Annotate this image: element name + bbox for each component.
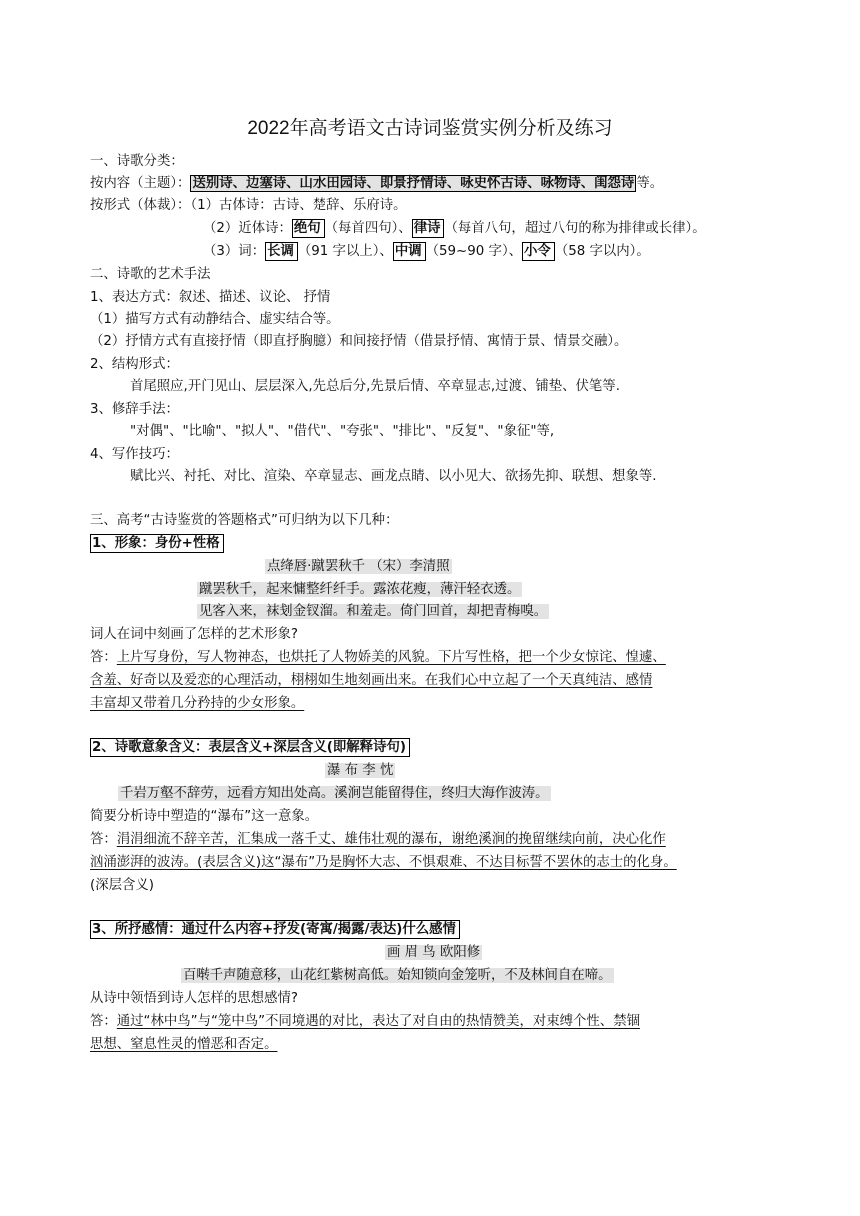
- part-3-label-box: 3、所抒感情：通过什么内容+抒发(寄寓/揭露/表达)什么感情: [90, 920, 460, 939]
- answer-1-line-2: [90, 671, 652, 690]
- form2-text-c: （每首八句，超过八句的称为排律或长律）。: [444, 221, 706, 236]
- poem-2-title-text: 瀑 布 李 忱: [327, 763, 394, 778]
- form3-text-d: （58 字以内）。: [554, 244, 650, 259]
- xiaoling-boxed: 小令: [522, 242, 555, 261]
- poem-2-line-1-text: 千岩万壑不辞劳，远看方知出处高。溪涧岂能留得住，终归大海作波涛。: [120, 786, 549, 801]
- technique-heading: 4、写作技巧：: [90, 447, 179, 462]
- rhetoric-text: "对偶"、"比喻"、"拟人"、"借代"、"夸张"、"排比"、"反复"、"象征"等,: [130, 424, 555, 439]
- answer-3-line-1: [90, 1012, 640, 1031]
- changdiao-boxed: 长调: [265, 242, 298, 261]
- jueju-boxed: 绝句: [292, 219, 325, 238]
- poem-1-line-1: [197, 580, 522, 599]
- answer-1-line-1: [90, 648, 666, 667]
- answer-3-text-2: 思想、窒息性灵的憎恶和否定。: [90, 1037, 278, 1052]
- technique-text: 赋比兴、衬托、对比、渲染、卒章显志、画龙点睛、以小见大、欲扬先抑、联想、想象等.: [130, 469, 657, 484]
- answer-3-line-2: [90, 1035, 277, 1054]
- poem-1-line-1-text: 蹴罢秋千，起来慵整纤纤手。露浓花瘦，薄汗轻衣透。: [199, 582, 521, 597]
- poem-3-title-text: 画 眉 鸟 欧阳修: [387, 945, 481, 960]
- rhetoric-heading: 3、修辞手法：: [90, 402, 179, 417]
- answer-2-line-1: [90, 830, 666, 849]
- answer-2-prefix: 答：: [90, 832, 117, 847]
- form3-text-c: （59~90 字）、: [425, 244, 523, 259]
- zhongdiao-boxed: 中调: [393, 242, 426, 261]
- poem-2-line-1: [118, 784, 551, 803]
- poem-1-line-2-text: 见客入来，袜刬金钗溜。和羞走。倚门回首，却把青梅嗅。: [199, 604, 548, 619]
- answer-1-text-1: 上片写身份，写人物神态，也烘托了人物娇美的风貌。下片写性格，把一个少女惊诧、惶遽、: [116, 650, 666, 665]
- part-1-label: [90, 534, 224, 553]
- content-genres-boxed: 送别诗、边塞诗、山水田园诗、即景抒情诗、咏史怀古诗、咏物诗、闺怨诗: [192, 176, 635, 191]
- form-modern-poetry-line: [203, 219, 706, 238]
- form-ci-line: [203, 242, 650, 261]
- answer-1-text-3: 丰富却又带着几分矜持的少女形象。: [90, 696, 305, 711]
- answer-2-line-2: [90, 853, 677, 872]
- poem-1-line-2: [197, 602, 549, 621]
- question-1: 词人在词中刻画了怎样的艺术形象?: [90, 627, 298, 642]
- description-methods: （1）描写方式有动静结合、虚实结合等。: [90, 312, 340, 327]
- content-tail: 等。: [636, 176, 664, 191]
- answer-3-text-1: 通过“林中鸟”与“笼中鸟”不同境遇的对比，表达了对自由的热情赞美，对束缚个性、禁锢: [116, 1014, 640, 1029]
- part-2-label-box: 2、诗歌意象含义：表层含义+深层含义(即解释诗句): [90, 738, 410, 757]
- form2-text-b: （每首四句）、: [324, 221, 412, 236]
- answer-1-text-2: 含羞、好奇以及爱恋的心理活动，栩栩如生地刻画出来。在我们心中立起了一个天真纯洁、感情: [90, 673, 653, 688]
- section-1-heading: 一、诗歌分类：: [90, 154, 184, 169]
- structure-text: 首尾照应,开门见山、层层深入,先总后分,先景后情、卒章显志,过渡、铺垫、伏笔等.: [130, 379, 620, 394]
- lvshi-boxed: 律诗: [412, 219, 445, 238]
- form-label: 按形式（体裁）：: [90, 198, 191, 213]
- question-2: 简要分析诗中塑造的“瀑布”这一意象。: [90, 809, 319, 824]
- poem-3-title: [385, 943, 482, 962]
- form3-text-b: （91 字以上）、: [297, 244, 393, 259]
- form-ancient-poetry: （1）古体诗：古诗、楚辞、乐府诗。: [190, 198, 407, 213]
- answer-2-text-2: 汹涌澎湃的波涛。(表层含义)这“瀑布”乃是胸怀大志、不惧艰难、不达目标誓不罢休的志士的化身。: [90, 855, 677, 870]
- lyrical-methods: （2）抒情方式有直接抒情（即直抒胸臆）和间接抒情（借景抒情、寓情于景、情景交融）。: [90, 334, 628, 349]
- structure-heading: 2、结构形式：: [90, 357, 179, 372]
- section-2-heading: 二、诗歌的艺术手法: [90, 267, 211, 282]
- section-3-heading: 三、高考“古诗鉴赏的答题格式”可归纳为以下几种：: [90, 513, 399, 528]
- poem-3-line-1: [181, 966, 614, 985]
- expression-methods: 1、表达方式：叙述、描述、议论、 抒情: [90, 290, 331, 305]
- form3-text-a: （3）词：: [203, 244, 266, 259]
- part-2-label: [90, 738, 410, 757]
- poem-1-title-text: 点绛唇·蹴罢秋千 （宋）李清照: [267, 559, 450, 574]
- content-classification-line: [90, 174, 663, 193]
- form2-text-a: （2）近体诗：: [203, 221, 292, 236]
- document-title: 2022年高考语文古诗词鉴赏实例分析及练习: [247, 118, 613, 139]
- form-classification-line: [90, 196, 407, 215]
- answer-3-prefix: 答：: [90, 1014, 117, 1029]
- part-1-label-box: 1、形象：身份+性格: [90, 534, 224, 553]
- answer-1-prefix: 答：: [90, 650, 117, 665]
- poem-3-line-1-text: 百啭千声随意移，山花红紫树高低。始知锁向金笼听，不及林间自在啼。: [183, 968, 612, 983]
- part-3-label: [90, 920, 460, 939]
- answer-1-line-3: [90, 694, 304, 713]
- answer-2-line-3: (深层含义): [90, 878, 155, 893]
- question-3: 从诗中领悟到诗人怎样的思想感情?: [90, 991, 298, 1006]
- poem-1-title: [265, 557, 452, 576]
- content-label: 按内容（主题）：: [90, 176, 191, 191]
- answer-2-text-1: 涓涓细流不辞辛苦，汇集成一落千丈、雄伟壮观的瀑布，谢绝溪涧的挽留继续向前，决心化作: [116, 832, 666, 847]
- poem-2-title: [325, 761, 395, 780]
